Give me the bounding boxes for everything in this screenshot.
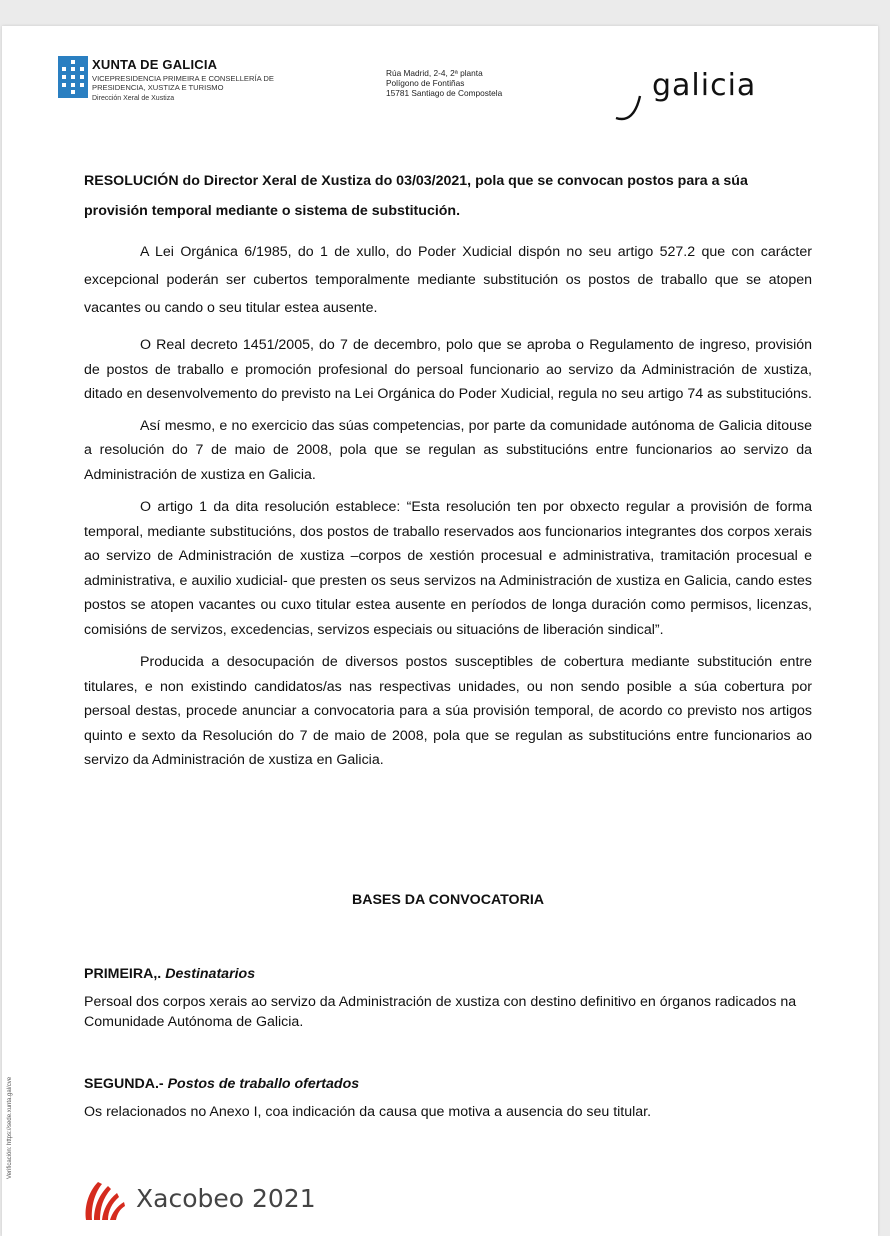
paragraph-1: A Lei Orgánica 6/1985, do 1 de xullo, do Poder Xudicial dispón no seu artigo 527.2 que con carácter excepcional poderán ser cubertos temporalmente mediante substitución os postos de traballo que se atopen vacantes ou cando o seu titular estea ausente. — [84, 244, 812, 316]
subdept-name: Dirección Xeral de Xustiza — [92, 95, 175, 103]
section-text-segunda: Os relacionados no Anexo I, coa indicación da causa que motiva a ausencia do seu titular. — [84, 1104, 652, 1120]
paragraph-2: O Real decreto 1451/2005, do 7 de decembro, polo que se aproba o Regulamento de ingreso, provisión de postos de traballo e promoción profesional do persoal funcionario ao servizo da Administración de xustiza, ditado en desenvolvemento do previsto na Lei Orgánica do Poder Xudicial, regula no seu artigo 74 as substitucións. — [84, 337, 812, 402]
galicia-brand-logo: galicia — [652, 68, 757, 103]
xacobeo-logo-text: Xacobeo 2021 — [136, 1184, 316, 1213]
section-heading-segunda — [84, 1076, 359, 1092]
paragraph-5: Producida a desocupación de diversos postos susceptibles de cobertura mediante substitución entre titulares, e non existindo candidatos/as nas respectivas unidades, ou non sendo posible a súa cobertura por persoal destas, procede anunciar a convocatoria para a súa provisión temporal, de acordo co previsto nos artigos quinto e sexto da Resolución do 7 de maio de 2008, pola que se regulan as substitucións entre funcionarios ao servizo da Administración de xustiza en Galicia. — [84, 654, 812, 768]
org-name: XUNTA DE GALICIA — [92, 57, 218, 72]
bases-heading: BASES DA CONVOCATORIA — [351, 892, 545, 908]
xunta-shield-logo-icon — [58, 56, 88, 98]
paragraph-4: O artigo 1 da dita resolución establece: “Esta resolución ten por obxecto regular a provisión de forma temporal, mediante substitucións, dos postos de traballo reservados aos funcionarios integrantes dos corpos xerais ao servizo de Administración de xustiza –corpos de xestión procesual e administrativa, tramitación procesual e administrativa, e auxilio xudicial- que presten os seus servizos na Administración de xustiza en Galicia, cando estes postos se atopen vacantes ou cuxo titular estea ausente en períodos de longa duración como permisos, licenzas, comisións de servizos, excedencias, servizos especiais ou situacións de liberación sindical”. — [84, 499, 812, 638]
address-line-3: 15781 Santiago de Compostela — [386, 88, 503, 98]
xacobeo-shell-logo-icon — [80, 1172, 128, 1224]
dept-line-2: PRESIDENCIA, XUSTIZA E TURISMO — [92, 82, 224, 92]
address-line-2: Polígono de Fontiñas — [386, 78, 465, 88]
section-title: Destinatarios — [165, 966, 256, 982]
address-line-1: Rúa Madrid, 2-4, 2ª planta — [386, 68, 483, 78]
paragraph-3: Así mesmo, e no exercicio das súas competencias, por parte da comunidade autónoma de Galicia ditouse a resolución do 7 de maio de 2008, pola que se regulan as substitucións entre funcionarios ao servizo da Administración de xustiza en Galicia. — [84, 417, 812, 483]
section-title: Postos de traballo ofertados — [167, 1076, 360, 1092]
xunta-header-block — [92, 58, 274, 102]
dept-line-1: VICEPRESIDENCIA PRIMEIRA E CONSELLERÍA DE — [92, 74, 274, 83]
address-block — [386, 68, 502, 98]
section-label: PRIMEIRA,. — [84, 966, 162, 982]
verification-strip-text: Verificación: https://sede.xunta.gal/cve — [7, 1076, 13, 1179]
section-text-primeira: Persoal dos corpos xerais ao servizo da Administración de xustiza con destino definitivo en órganos radicados na Comunidade Autónoma de Galicia. — [84, 994, 797, 1030]
section-label: SEGUNDA.- — [84, 1076, 164, 1092]
document-body — [84, 166, 812, 773]
section-heading-primeira — [84, 966, 255, 982]
document-title: RESOLUCIÓN do Director Xeral de Xustiza do 03/03/2021, pola que se convocan postos para a súa provisión temporal mediante o sistema de substitución. — [84, 173, 748, 219]
document-page — [2, 26, 878, 1236]
